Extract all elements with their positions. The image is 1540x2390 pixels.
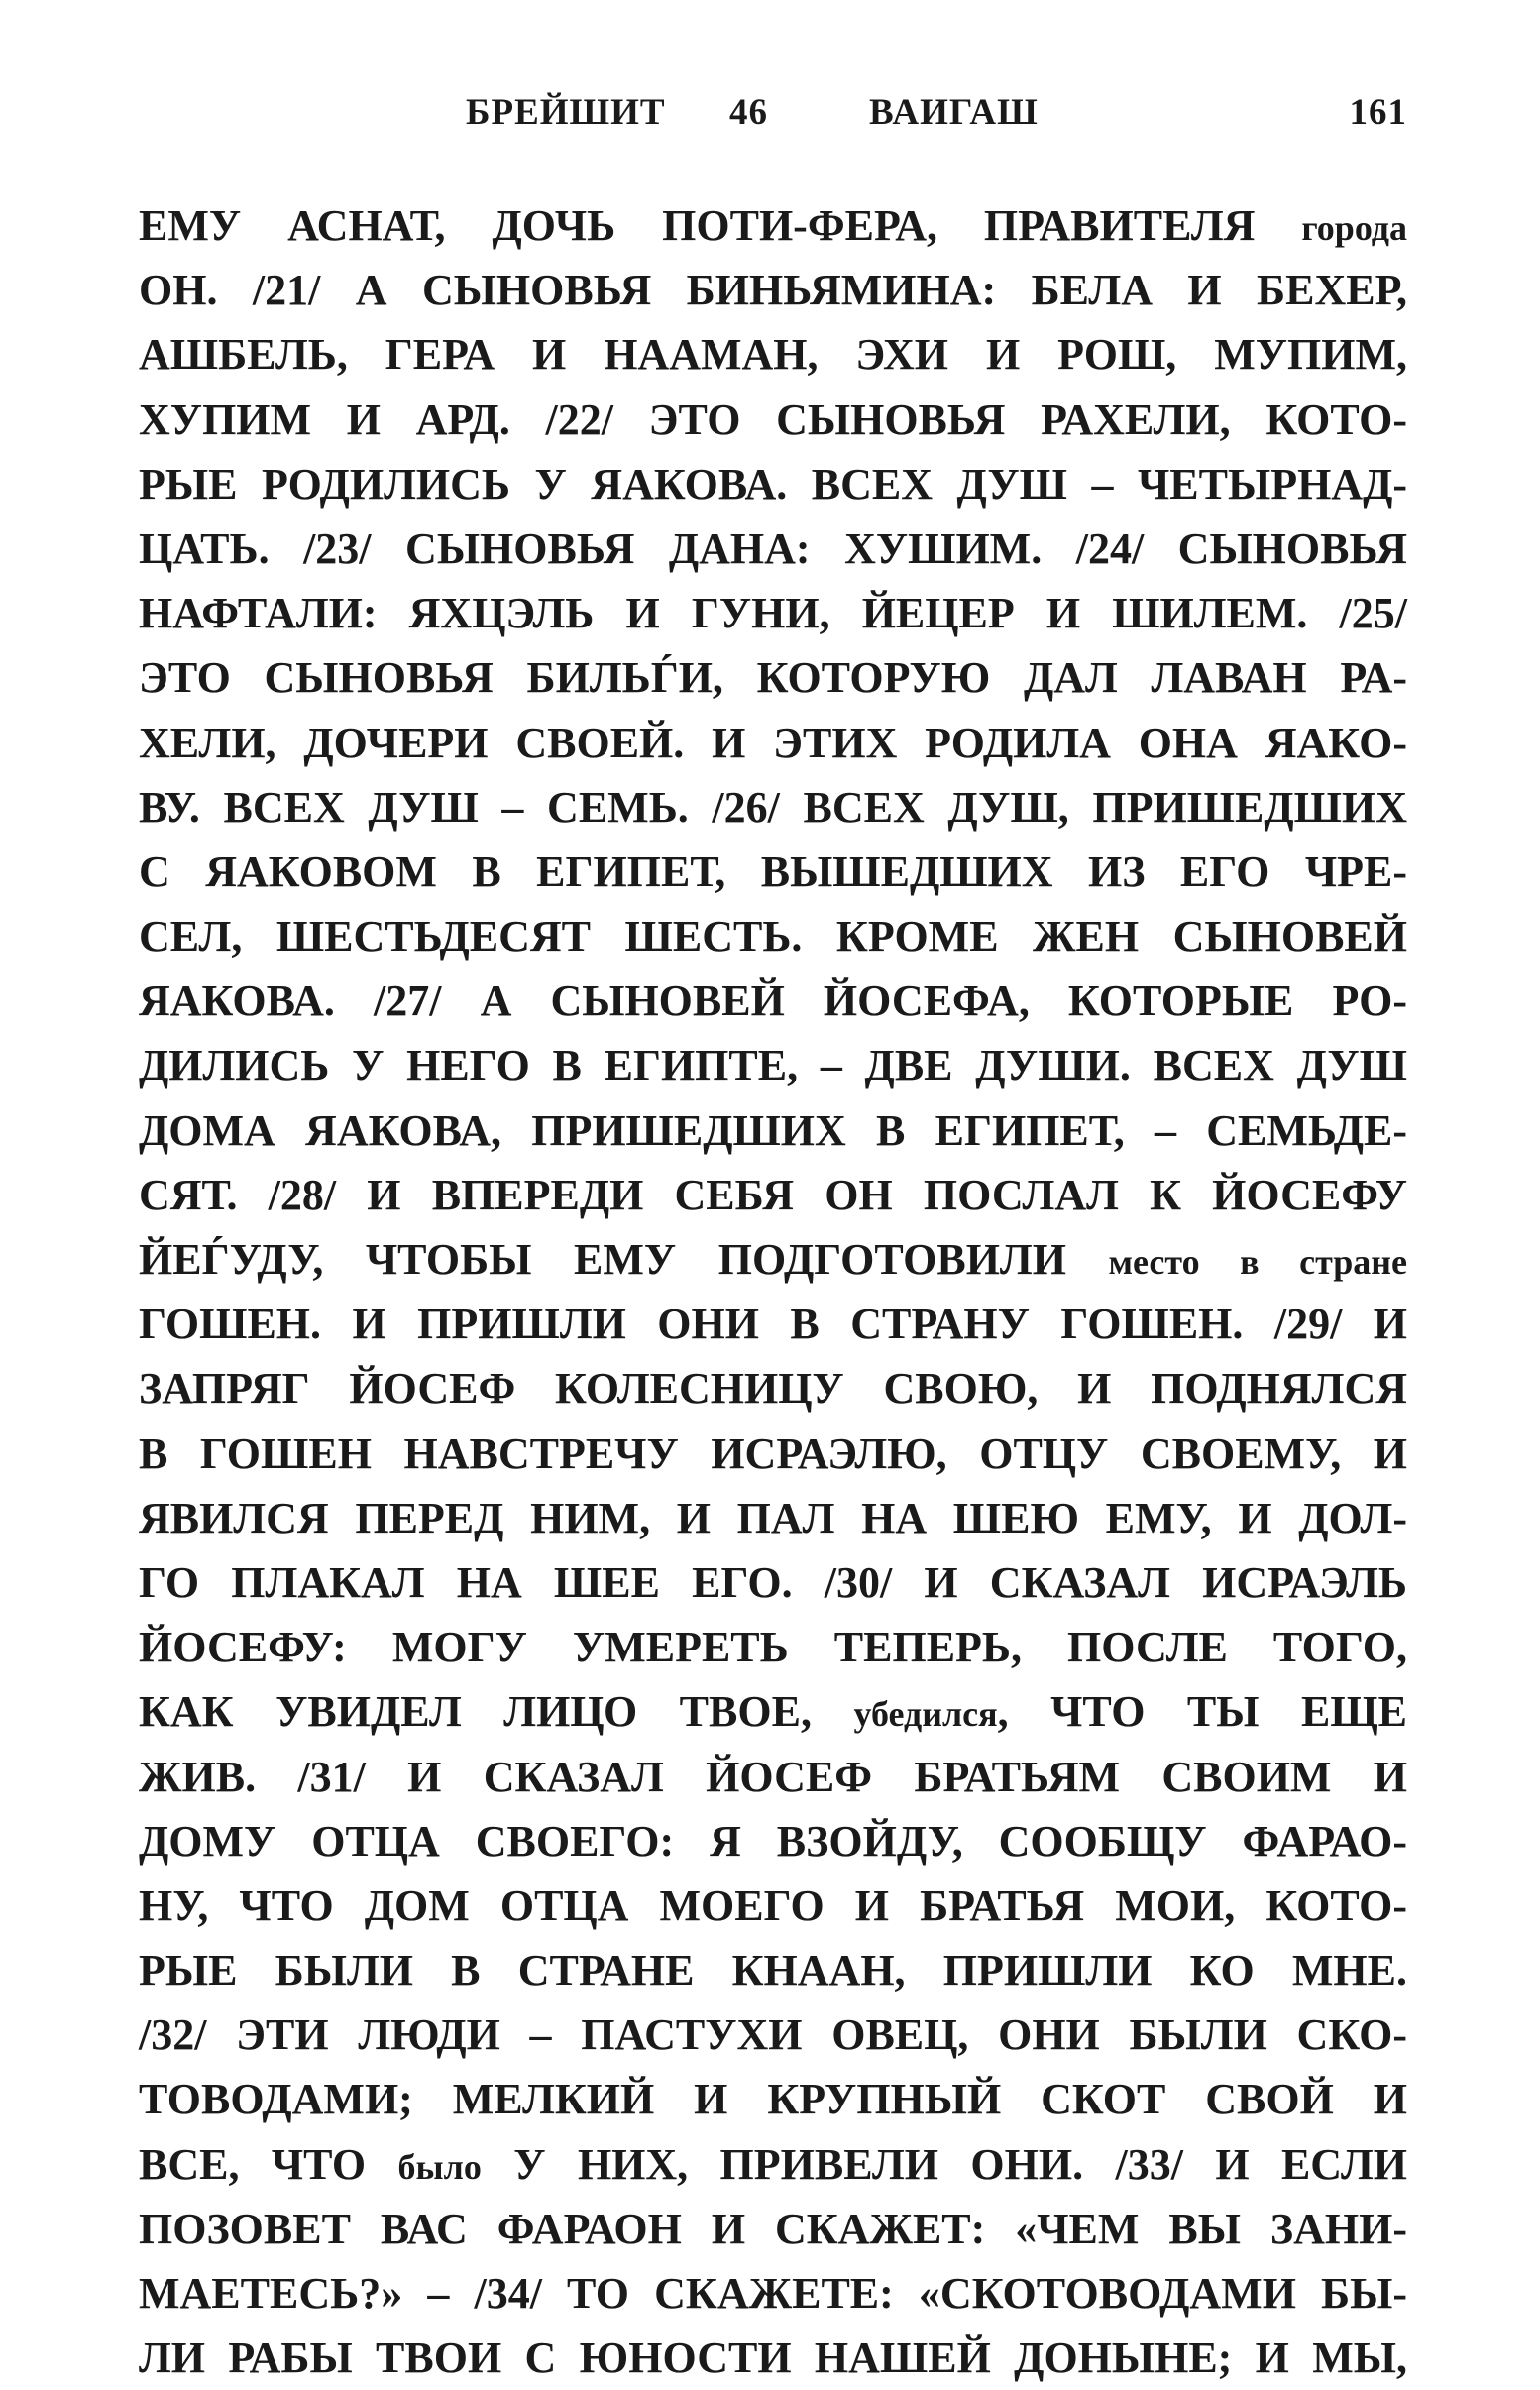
text-segment-small: убедился <box>853 1694 998 1735</box>
text-line <box>139 904 1407 968</box>
text-line <box>139 968 1407 1033</box>
text-segment: ВСЕ, ЧТО <box>139 2139 398 2189</box>
text-segment: ЛИ РАБЫ ТВОИ С ЮНОСТИ НАШЕЙ ДОНЫНЕ; И МЫ, <box>139 2333 1407 2383</box>
text-line <box>139 775 1407 840</box>
text-line <box>139 645 1407 710</box>
text-segment: /32/ ЭТИ ЛЮДИ – ПАСТУХИ ОВЕЦ, ОНИ БЫЛИ СКО- <box>139 2010 1407 2060</box>
text-segment: ПОЗОВЕТ ВАС ФАРАОН И СКАЖЕТ: «ЧЕМ ВЫ ЗАНИ- <box>139 2204 1407 2253</box>
text-line <box>139 1745 1407 1809</box>
text-line <box>139 1356 1407 1421</box>
text-line <box>139 193 1407 258</box>
text-segment: РЫЕ РОДИЛИСЬ У ЯАКОВА. ВСЕХ ДУШ – ЧЕТЫРНАД- <box>139 459 1407 509</box>
text-segment: ОН. /21/ А СЫНОВЬЯ БИНЬЯМИНА: БЕЛА И БЕХЕР, <box>139 266 1407 315</box>
text-segment: ГО ПЛАКАЛ НА ШЕЕ ЕГО. /30/ И СКАЗАЛ ИСРАЭЛЬ <box>139 1557 1407 1607</box>
text-segment: С ЯАКОВОМ В ЕГИПЕТ, ВЫШЕДШИХ ИЗ ЕГО ЧРЕ- <box>139 847 1407 896</box>
text-segment: ДОМУ ОТЦА СВОЕГО: Я ВЗОЙДУ, СООБЩУ ФАРАО- <box>139 1816 1407 1866</box>
text-line <box>139 2197 1407 2261</box>
text-segment: СЕЛ, ШЕСТЬДЕСЯТ ШЕСТЬ. КРОМЕ ЖЕН СЫНОВЕЙ <box>139 912 1407 962</box>
text-segment: НУ, ЧТО ДОМ ОТЦА МОЕГО И БРАТЬЯ МОИ, КОТО- <box>139 1880 1407 1930</box>
text-line <box>139 452 1407 516</box>
text-segment: ДИЛИСЬ У НЕГО В ЕГИПТЕ, – ДВЕ ДУШИ. ВСЕХ ДУШ <box>139 1041 1407 1090</box>
text-line <box>139 1938 1407 2002</box>
text-segment: ЖИВ. /31/ И СКАЗАЛ ЙОСЕФ БРАТЬЯМ СВОИМ И <box>139 1752 1407 1801</box>
text-line <box>139 1679 1407 1744</box>
text-line <box>139 711 1407 775</box>
text-segment: ЯАКОВА. /27/ А СЫНОВЕЙ ЙОСЕФА, КОТОРЫЕ РО- <box>139 976 1407 1026</box>
text-segment: , ЧТО ТЫ ЕЩЕ <box>997 1687 1407 1737</box>
text-segment: ГОШЕН. И ПРИШЛИ ОНИ В СТРАНУ ГОШЕН. /29/ И <box>139 1300 1407 1349</box>
text-segment: ЕМУ АСНАТ, ДОЧЬ ПОТИ-ФЕРА, ПРАВИТЕЛЯ <box>139 201 1302 250</box>
text-line <box>139 581 1407 645</box>
text-segment: ЭТО СЫНОВЬЯ БИЛЬЃИ, КОТОРУЮ ДАЛ ЛАВАН РА- <box>139 653 1407 703</box>
text-segment: ЙОСЕФУ: МОГУ УМЕРЕТЬ ТЕПЕРЬ, ПОСЛЕ ТОГО, <box>139 1623 1407 1672</box>
text-segment: МАЕТЕСЬ?» – /34/ ТО СКАЖЕТЕ: «СКОТОВОДАМИ БЫ- <box>139 2269 1407 2318</box>
running-head <box>139 91 1407 151</box>
text-line <box>139 258 1407 322</box>
text-segment: СЯТ. /28/ И ВПЕРЕДИ СЕБЯ ОН ПОСЛАЛ К ЙОСЕФУ <box>139 1170 1407 1219</box>
text-segment: В ГОШЕН НАВСТРЕЧУ ИСРАЭЛЮ, ОТЦУ СВОЕМУ, И <box>139 1428 1407 1478</box>
body-text <box>139 193 1407 2390</box>
text-line <box>139 2002 1407 2067</box>
text-line <box>139 1486 1407 1550</box>
chapter-number: 46 <box>729 92 768 133</box>
text-segment: РЫЕ БЫЛИ В СТРАНЕ КНААН, ПРИШЛИ КО МНЕ. <box>139 1946 1407 1995</box>
portion-name: ВАИГАШ <box>869 92 1039 133</box>
text-segment: У НИХ, ПРИВЕЛИ ОНИ. /33/ И ЕСЛИ <box>481 2139 1407 2189</box>
text-segment-small: города <box>1301 208 1407 248</box>
text-segment: ЙЕЃУДУ, ЧТОБЫ ЕМУ ПОДГОТОВИЛИ <box>139 1235 1109 1284</box>
text-segment: АШБЕЛЬ, ГЕРА И НААМАН, ЭХИ И РОШ, МУПИМ, <box>139 330 1407 380</box>
text-segment: ДОМА ЯАКОВА, ПРИШЕДШИХ В ЕГИПЕТ, – СЕМЬДЕ- <box>139 1105 1407 1155</box>
text-segment: КАК УВИДЕЛ ЛИЦО ТВОЕ, <box>139 1687 854 1737</box>
text-line <box>139 1033 1407 1097</box>
page-number: 161 <box>1349 92 1407 133</box>
text-line <box>139 1809 1407 1874</box>
text-line <box>139 322 1407 387</box>
text-segment: ХУПИМ И АРД. /22/ ЭТО СЫНОВЬЯ РАХЕЛИ, КОТО- <box>139 395 1407 444</box>
text-segment-small: было <box>397 2146 482 2187</box>
text-line <box>139 1292 1407 1356</box>
text-segment-small: место в стране <box>1108 1242 1407 1282</box>
text-line <box>139 1550 1407 1615</box>
text-segment: ЯВИЛСЯ ПЕРЕД НИМ, И ПАЛ НА ШЕЮ ЕМУ, И ДОЛ- <box>139 1493 1407 1542</box>
text-line <box>139 2261 1407 2326</box>
text-segment: НАФТАЛИ: ЯХЦЭЛЬ И ГУНИ, ЙЕЦЕР И ШИЛЕМ. /25/ <box>139 589 1407 638</box>
text-line <box>139 1422 1407 1486</box>
text-line <box>139 1227 1407 1292</box>
text-line <box>139 1163 1407 1227</box>
text-line <box>139 2067 1407 2131</box>
text-line <box>139 1098 1407 1163</box>
text-line <box>139 2326 1407 2390</box>
text-line <box>139 388 1407 452</box>
text-segment: ТОВОДАМИ; МЕЛКИЙ И КРУПНЫЙ СКОТ СВОЙ И <box>139 2075 1407 2124</box>
text-line <box>139 1874 1407 1938</box>
text-line <box>139 516 1407 581</box>
text-line <box>139 1615 1407 1679</box>
text-segment: ВУ. ВСЕХ ДУШ – СЕМЬ. /26/ ВСЕХ ДУШ, ПРИШЕДШИХ <box>139 782 1407 832</box>
text-segment: ЦАТЬ. /23/ СЫНОВЬЯ ДАНА: ХУШИМ. /24/ СЫНОВЬЯ <box>139 523 1407 573</box>
text-segment: ЗАПРЯГ ЙОСЕФ КОЛЕСНИЦУ СВОЮ, И ПОДНЯЛСЯ <box>139 1364 1407 1414</box>
text-line <box>139 2132 1407 2197</box>
book-title: БРЕЙШИТ <box>466 92 666 133</box>
text-line <box>139 840 1407 904</box>
text-segment: ХЕЛИ, ДОЧЕРИ СВОЕЙ. И ЭТИХ РОДИЛА ОНА ЯАКО- <box>139 718 1407 767</box>
